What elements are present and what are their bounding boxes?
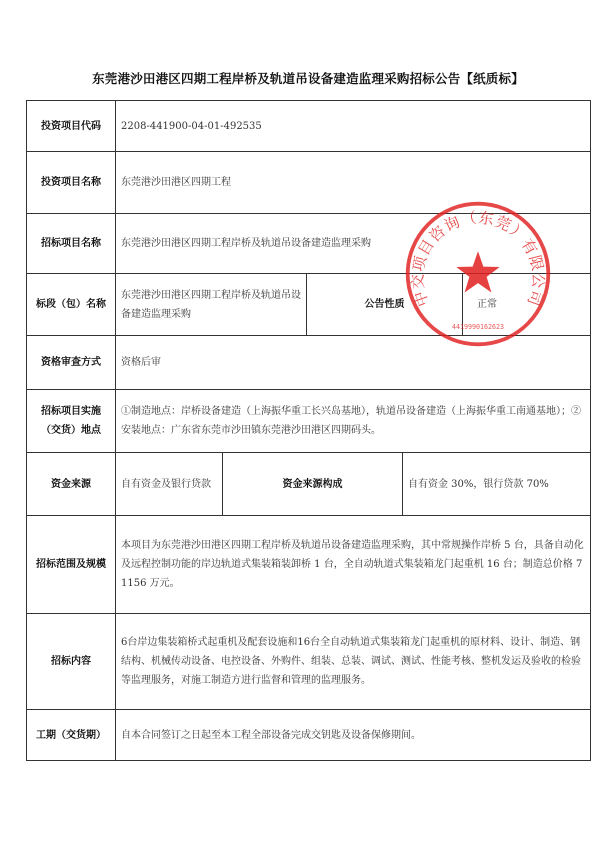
value-qualification: 资格后审 — [116, 336, 591, 390]
value-scope: 本项目为东莞港沙田港区四期工程岸桥及轨道吊设备建造监理采购，其中常规操作岸桥 5 台，具备自动化及远程控制功能的岸边轨道式集装箱装卸桥 1 台，全自动轨道式集装箱龙门起重机 16 台；制造总价格 71156 万元。 — [116, 516, 591, 614]
row-qualification — [27, 336, 591, 390]
label-qualification: 资格审查方式 — [27, 336, 116, 390]
value-content: 6台岸边集装箱桥式起重机及配套设施和16台全自动轨道式集装箱龙门起重机的原材料、设计、制造、钢结构、机械传动设备、电控设备、外购件、组装、总装、调试、测试、性能考核、整机发运及验收的检验等监理服务，对施工制造方进行监督和管理的监理服务。 — [116, 614, 591, 710]
value-project-name: 东莞港沙田港区四期工程 — [116, 152, 591, 214]
seal-company-name: 中交项目咨询（东莞）有限公司 — [408, 208, 548, 309]
row-location — [27, 390, 591, 453]
label-project-name: 投资项目名称 — [27, 152, 116, 214]
label-period: 工期（交货期） — [27, 710, 116, 761]
label-project-code: 投资项目代码 — [27, 101, 116, 152]
value-period: 自本合同签订之日起至本工程全部设备完成交钥匙及设备保修期间。 — [116, 710, 591, 761]
row-section-name — [27, 274, 591, 336]
value-notice-nature: 正常 — [463, 274, 591, 336]
row-fund — [27, 453, 591, 516]
label-section-name: 标段（包）名称 — [27, 274, 116, 336]
label-fund-composition: 资金来源构成 — [223, 453, 403, 516]
value-location: ①制造地点：岸桥设备建造（上海振华重工长兴岛基地），轨道吊设备建造（上海振华重工南通基地）；②安装地点：广东省东莞市沙田镇东莞港沙田港区四期码头。 — [116, 390, 591, 453]
value-project-code: 2208-441900-04-01-492535 — [116, 101, 591, 152]
value-section-name: 东莞港沙田港区四期工程岸桥及轨道吊设备建造监理采购 — [116, 274, 307, 336]
label-tender-project-name: 招标项目名称 — [27, 214, 116, 274]
row-content — [27, 614, 591, 710]
label-notice-nature: 公告性质 — [307, 274, 463, 336]
label-fund-source: 资金来源 — [27, 453, 116, 516]
row-project-code — [27, 101, 591, 152]
row-scope — [27, 516, 591, 614]
page-title: 东莞港沙田港区四期工程岸桥及轨道吊设备建造监理采购招标公告【纸质标】 — [92, 71, 524, 86]
label-content: 招标内容 — [27, 614, 116, 710]
value-fund-composition: 自有资金 30%，银行贷款 70% — [403, 453, 591, 516]
value-tender-project-name: 东莞港沙田港区四期工程岸桥及轨道吊设备建造监理采购 — [116, 214, 591, 274]
row-period — [27, 710, 591, 761]
label-location: 招标项目实施（交货）地点 — [27, 390, 116, 453]
label-scope: 招标范围及规模 — [27, 516, 116, 614]
row-project-name — [27, 152, 591, 214]
tender-info-table — [26, 100, 591, 761]
row-tender-project-name — [27, 214, 591, 274]
value-fund-source: 自有资金及银行贷款 — [116, 453, 223, 516]
seal-number: 4419990162623 — [452, 323, 504, 332]
